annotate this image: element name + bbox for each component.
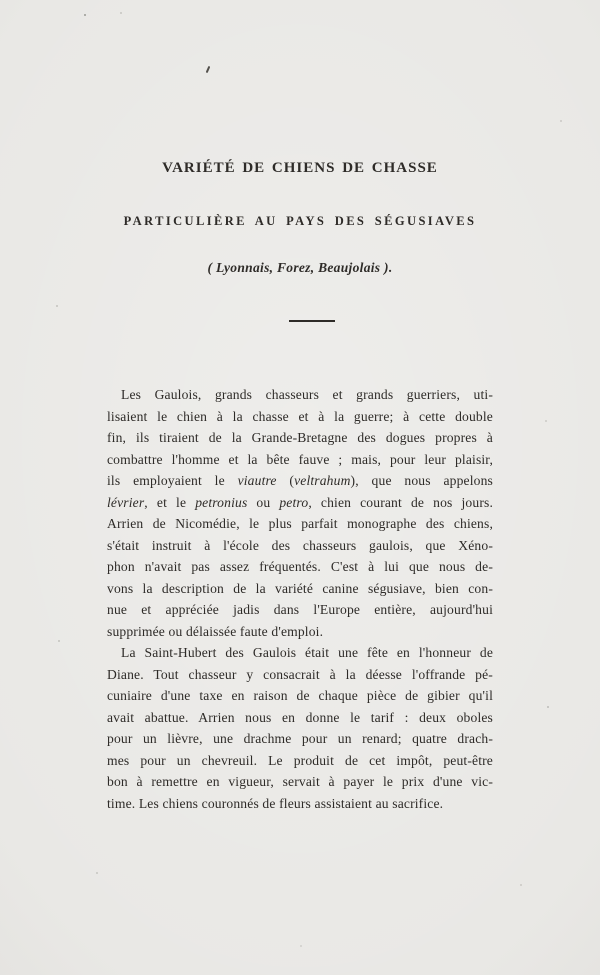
text-line: avait abattue. Arrien nous en donne le tarif : deux oboles [107, 709, 493, 725]
text-line: bon à remettre en vigueur, servait à payer le prix d'une vic- [107, 774, 493, 789]
text-line: lisaient le chien à la chasse et à la guerre; à cette double [107, 408, 493, 424]
page-subtitle: PARTICULIÈRE AU PAYS DES SÉGUSIAVES [123, 214, 477, 228]
text-line: Diane. Tout chasseur y consacrait à la déesse l'offrande pé- [107, 666, 493, 682]
text-line: combattre l'homme et la bête fauve ; mais, pour leur plaisir, [107, 451, 493, 467]
text-line: nue et appréciée jadis dans l'Europe entière, aujourd'hui [107, 602, 493, 617]
text-line: time. Les chiens couronnés de fleurs assistaient au sacrifice. [107, 795, 444, 811]
body-text [107, 384, 493, 814]
page-content [107, 0, 493, 814]
text-line: cuniaire d'une taxe en raison de chaque pièce de gibier qu'il [107, 688, 493, 703]
text-line: Arrien de Nicomédie, le plus parfait monographe des chiens, [107, 516, 493, 531]
paragraph [107, 642, 493, 814]
text-line: pour un lièvre, une drachme pour un renard; quatre drach- [107, 731, 493, 746]
paragraph [107, 384, 493, 642]
text-line: fin, ils tiraient de la Grande-Bretagne des dogues propres à [107, 430, 493, 445]
text-line: Les Gaulois, grands chasseurs et grands guerriers, uti- [121, 387, 493, 402]
text-line: mes pour un chevreuil. Le produit de cet impôt, peut-être [107, 752, 493, 768]
text-line: s'était instruit à l'école des chasseurs gaulois, que Xéno- [107, 537, 493, 553]
separator-rule [289, 320, 335, 322]
text-line: La Saint-Hubert des Gaulois était une fête en l'honneur de [121, 645, 493, 660]
scan-speckles [0, 0, 2, 2]
text-line: vons la description de la variété canine ségusiave, bien con- [107, 580, 493, 596]
text-line: phon n'avait pas assez fréquentés. C'est à lui que nous de- [107, 559, 493, 574]
text-line: ils employaient le viautre (veltrahum), que nous appelons [107, 473, 493, 488]
text-line: supprimée ou délaissée faute d'emploi. [107, 623, 324, 639]
text-line: lévrier, et le petronius ou petro, chien courant de nos jours. [107, 494, 493, 510]
page-title: VARIÉTÉ DE CHIENS DE CHASSE [162, 160, 438, 176]
region-note: ( Lyonnais, Forez, Beaujolais ). [207, 260, 393, 275]
